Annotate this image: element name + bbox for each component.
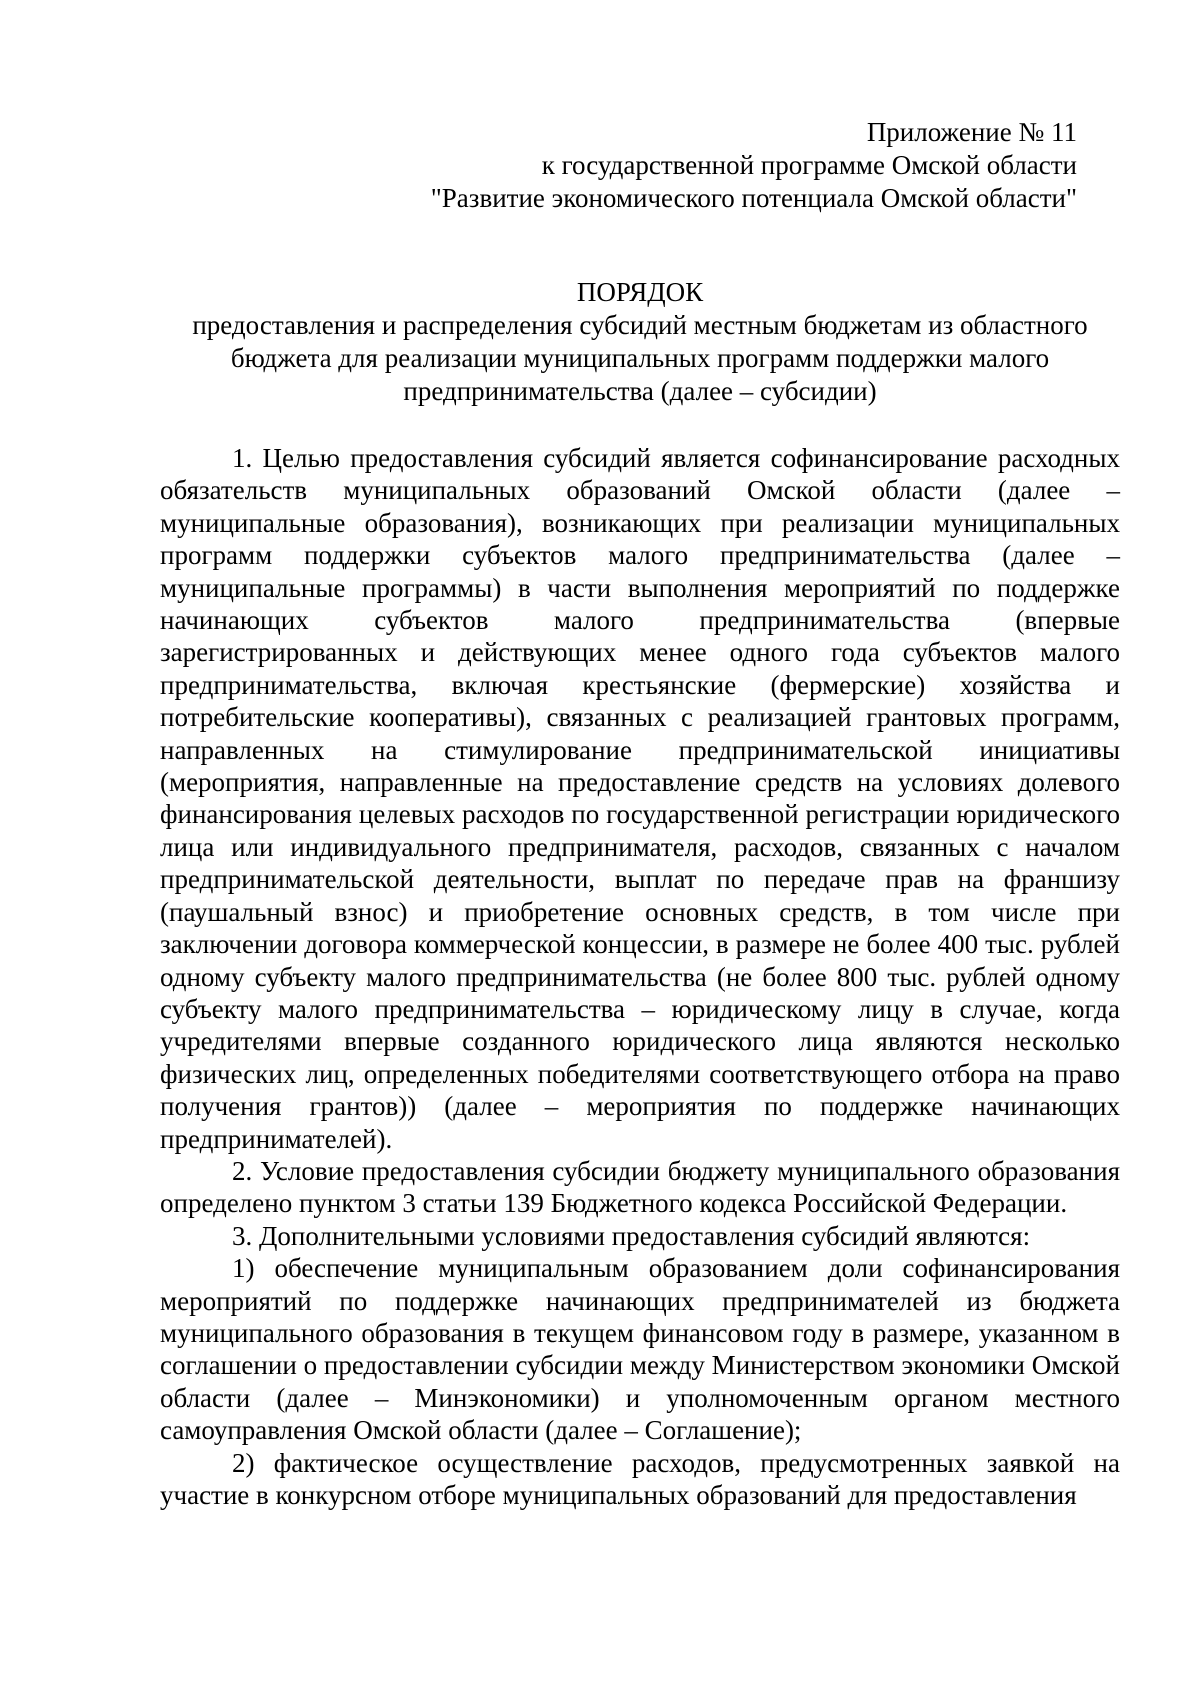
- paragraph-3: 3. Дополнительными условиями предоставления субсидий являются:: [232, 1220, 1031, 1251]
- document-body: [160, 442, 1120, 1511]
- document-title-block: [160, 276, 1120, 408]
- appendix-header: [431, 116, 1077, 215]
- appendix-program-ref: к государственной программе Омской области: [541, 150, 1077, 180]
- paragraph-1: 1. Целью предоставления субсидий является софинансирование расходных обязательств муниципальных образований Омской области (далее – муниципальные образования), возникающих при реализации муниципальных программ поддержки субъектов малого предпринимательства (далее – муниципальные программы) в части выполнения мероприятий по поддержке начинающих субъектов малого предпринимательства (впервые зарегистрированных и действующих менее одного года субъектов малого предпринимательства, включая крестьянские (фермерские) хозяйства и потребительские кооперативы), связанных с реализацией грантовых программ, направленных на стимулирование предпринимательской инициативы (мероприятия, направленные на предоставление средств на условиях долевого финансирования целевых расходов по государственной регистрации юридического лица или индивидуального предпринимателя, расходов, связанных с началом предпринимательской деятельности, выплат по передаче прав на франшизу (паушальный взнос) и приобретение основных средств, в том числе при заключении договора коммерческой концессии, в размере не более 400 тыс. рублей одному субъекту малого предпринимательства (не более 800 тыс. рублей одному субъекту малого предпринимательства – юридическому лицу в случае, когда учредителями впервые созданного юридического лица являются несколько физических лиц, определенных победителями соответствующего отбора на право получения грантов)) (далее – мероприятия по поддержке начинающих предпринимателей).: [160, 443, 1120, 1154]
- paragraph-3-item-2: 2) фактическое осуществление расходов, предусмотренных заявкой на участие в конкурсном отборе муниципальных образований для предоставления: [160, 1447, 1120, 1510]
- document-title: ПОРЯДОК: [576, 277, 704, 307]
- paragraph-2: 2. Условие предоставления субсидии бюджету муниципального образования определено пунктом 3 статьи 139 Бюджетного кодекса Российской Федерации.: [160, 1155, 1120, 1219]
- paragraph-3-item-1: 1) обеспечение муниципальным образованием доли софинансирования мероприятий по поддержке начинающих предпринимателей из бюджета муниципального образования в текущем финансовом году в размере, указанном в соглашении о предоставлении субсидии между Министерством экономики Омской области (далее – Минэкономики) и уполномоченным органом местного самоуправления Омской области (далее – Соглашение);: [160, 1253, 1120, 1446]
- appendix-number: Приложение № 11: [866, 117, 1077, 147]
- appendix-program-name: "Развитие экономического потенциала Омской области": [430, 183, 1077, 213]
- document-subtitle: предоставления и распределения субсидий местным бюджетам из областного бюджета для реализации муниципальных программ поддержки малого предпринимательства (далее – субсидии): [192, 310, 1088, 406]
